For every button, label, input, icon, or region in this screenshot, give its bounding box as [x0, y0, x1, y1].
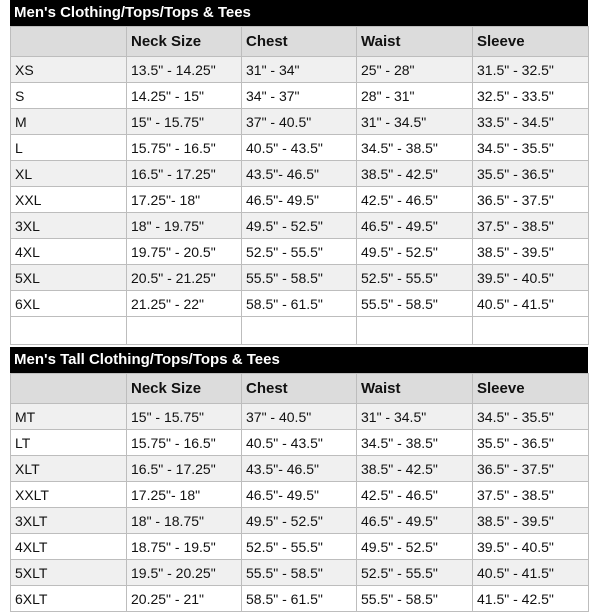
- column-header: Waist: [357, 374, 473, 404]
- measurement-cell: 34.5" - 38.5": [357, 430, 473, 456]
- measurement-cell: 18" - 18.75": [127, 508, 242, 534]
- measurement-cell: 39.5" - 40.5": [473, 265, 589, 291]
- size-label-cell: 5XLT: [11, 560, 127, 586]
- measurement-cell: 46.5"- 49.5": [242, 187, 357, 213]
- empty-cell: [127, 317, 242, 345]
- measurement-cell: 17.25"- 18": [127, 482, 242, 508]
- measurement-cell: 18.75" - 19.5": [127, 534, 242, 560]
- measurement-cell: 17.25"- 18": [127, 187, 242, 213]
- measurement-cell: 39.5" - 40.5": [473, 534, 589, 560]
- measurement-cell: 31" - 34": [242, 57, 357, 83]
- measurement-cell: 38.5" - 42.5": [357, 161, 473, 187]
- size-label-cell: 3XLT: [11, 508, 127, 534]
- measurement-cell: 15" - 15.75": [127, 404, 242, 430]
- measurement-cell: 31" - 34.5": [357, 109, 473, 135]
- table-row: [11, 456, 589, 482]
- measurement-cell: 16.5" - 17.25": [127, 456, 242, 482]
- table-row: [11, 291, 589, 317]
- measurement-cell: 40.5" - 43.5": [242, 430, 357, 456]
- column-header: Waist: [357, 27, 473, 57]
- measurement-cell: 37.5" - 38.5": [473, 213, 589, 239]
- measurement-cell: 46.5"- 49.5": [242, 482, 357, 508]
- measurement-cell: 31.5" - 32.5": [473, 57, 589, 83]
- measurement-cell: 52.5" - 55.5": [242, 534, 357, 560]
- measurement-cell: 32.5" - 33.5": [473, 83, 589, 109]
- measurement-cell: 55.5" - 58.5": [242, 265, 357, 291]
- column-header: [11, 27, 127, 57]
- measurement-cell: 43.5"- 46.5": [242, 161, 357, 187]
- measurement-cell: 36.5" - 37.5": [473, 187, 589, 213]
- table-row: [11, 265, 589, 291]
- measurement-cell: 14.25" - 15": [127, 83, 242, 109]
- size-chart: [10, 0, 588, 612]
- size-label-cell: XLT: [11, 456, 127, 482]
- table-row: [11, 187, 589, 213]
- measurement-cell: 52.5" - 55.5": [357, 265, 473, 291]
- size-label-cell: 4XLT: [11, 534, 127, 560]
- empty-cell: [473, 317, 589, 345]
- size-table-regular: [10, 26, 589, 345]
- size-label-cell: M: [11, 109, 127, 135]
- table-row: [11, 560, 589, 586]
- column-header: Chest: [242, 374, 357, 404]
- measurement-cell: 37" - 40.5": [242, 404, 357, 430]
- size-label-cell: MT: [11, 404, 127, 430]
- measurement-cell: 55.5" - 58.5": [357, 586, 473, 612]
- measurement-cell: 15.75" - 16.5": [127, 430, 242, 456]
- column-header: Chest: [242, 27, 357, 57]
- table-row: [11, 586, 589, 612]
- measurement-cell: 25" - 28": [357, 57, 473, 83]
- measurement-cell: 18" - 19.75": [127, 213, 242, 239]
- measurement-cell: 52.5" - 55.5": [357, 560, 473, 586]
- empty-cell: [11, 317, 127, 345]
- table-row: [11, 404, 589, 430]
- measurement-cell: 35.5" - 36.5": [473, 161, 589, 187]
- measurement-cell: 16.5" - 17.25": [127, 161, 242, 187]
- measurement-cell: 21.25" - 22": [127, 291, 242, 317]
- measurement-cell: 55.5" - 58.5": [357, 291, 473, 317]
- measurement-cell: 58.5" - 61.5": [242, 586, 357, 612]
- column-header: Neck Size: [127, 374, 242, 404]
- measurement-cell: 38.5" - 39.5": [473, 239, 589, 265]
- measurement-cell: 42.5" - 46.5": [357, 482, 473, 508]
- measurement-cell: 15" - 15.75": [127, 109, 242, 135]
- size-label-cell: XL: [11, 161, 127, 187]
- measurement-cell: 31" - 34.5": [357, 404, 473, 430]
- measurement-cell: 49.5" - 52.5": [242, 508, 357, 534]
- measurement-cell: 40.5" - 41.5": [473, 560, 589, 586]
- size-label-cell: LT: [11, 430, 127, 456]
- table-row: [11, 57, 589, 83]
- measurement-cell: 33.5" - 34.5": [473, 109, 589, 135]
- measurement-cell: 20.25" - 21": [127, 586, 242, 612]
- size-label-cell: 6XLT: [11, 586, 127, 612]
- size-label-cell: 3XL: [11, 213, 127, 239]
- size-label-cell: 6XL: [11, 291, 127, 317]
- table-row: [11, 508, 589, 534]
- table-row: [11, 161, 589, 187]
- measurement-cell: 43.5"- 46.5": [242, 456, 357, 482]
- table-row: [11, 213, 589, 239]
- size-label-cell: XS: [11, 57, 127, 83]
- header-row: [11, 374, 589, 404]
- measurement-cell: 46.5" - 49.5": [357, 213, 473, 239]
- table-row: [11, 83, 589, 109]
- size-table-tall: [10, 373, 589, 612]
- size-label-cell: 4XL: [11, 239, 127, 265]
- measurement-cell: 41.5" - 42.5": [473, 586, 589, 612]
- measurement-cell: 34.5" - 38.5": [357, 135, 473, 161]
- measurement-cell: 37" - 40.5": [242, 109, 357, 135]
- measurement-cell: 49.5" - 52.5": [357, 239, 473, 265]
- measurement-cell: 34.5" - 35.5": [473, 404, 589, 430]
- size-label-cell: S: [11, 83, 127, 109]
- measurement-cell: 13.5" - 14.25": [127, 57, 242, 83]
- size-label-cell: XXL: [11, 187, 127, 213]
- measurement-cell: 34" - 37": [242, 83, 357, 109]
- measurement-cell: 55.5" - 58.5": [242, 560, 357, 586]
- size-label-cell: 5XL: [11, 265, 127, 291]
- table-row: [11, 109, 589, 135]
- table-title: Men's Tall Clothing/Tops/Tops & Tees: [10, 347, 588, 373]
- measurement-cell: 49.5" - 52.5": [357, 534, 473, 560]
- empty-cell: [242, 317, 357, 345]
- measurement-cell: 19.75" - 20.5": [127, 239, 242, 265]
- column-header: [11, 374, 127, 404]
- measurement-cell: 28" - 31": [357, 83, 473, 109]
- table-row: [11, 430, 589, 456]
- table-title: Men's Clothing/Tops/Tops & Tees: [10, 0, 588, 26]
- measurement-cell: 34.5" - 35.5": [473, 135, 589, 161]
- size-label-cell: L: [11, 135, 127, 161]
- table-row: [11, 534, 589, 560]
- column-header: Neck Size: [127, 27, 242, 57]
- measurement-cell: 37.5" - 38.5": [473, 482, 589, 508]
- measurement-cell: 40.5" - 41.5": [473, 291, 589, 317]
- header-row: [11, 27, 589, 57]
- measurement-cell: 49.5" - 52.5": [242, 213, 357, 239]
- table-row: [11, 482, 589, 508]
- measurement-cell: 46.5" - 49.5": [357, 508, 473, 534]
- table-row: [11, 239, 589, 265]
- measurement-cell: 36.5" - 37.5": [473, 456, 589, 482]
- measurement-cell: 15.75" - 16.5": [127, 135, 242, 161]
- measurement-cell: 42.5" - 46.5": [357, 187, 473, 213]
- measurement-cell: 38.5" - 42.5": [357, 456, 473, 482]
- column-header: Sleeve: [473, 27, 589, 57]
- measurement-cell: 40.5" - 43.5": [242, 135, 357, 161]
- empty-cell: [357, 317, 473, 345]
- table-row: [11, 135, 589, 161]
- measurement-cell: 38.5" - 39.5": [473, 508, 589, 534]
- size-label-cell: XXLT: [11, 482, 127, 508]
- column-header: Sleeve: [473, 374, 589, 404]
- measurement-cell: 58.5" - 61.5": [242, 291, 357, 317]
- measurement-cell: 20.5" - 21.25": [127, 265, 242, 291]
- measurement-cell: 52.5" - 55.5": [242, 239, 357, 265]
- measurement-cell: 19.5" - 20.25": [127, 560, 242, 586]
- blank-row: [11, 317, 589, 345]
- measurement-cell: 35.5" - 36.5": [473, 430, 589, 456]
